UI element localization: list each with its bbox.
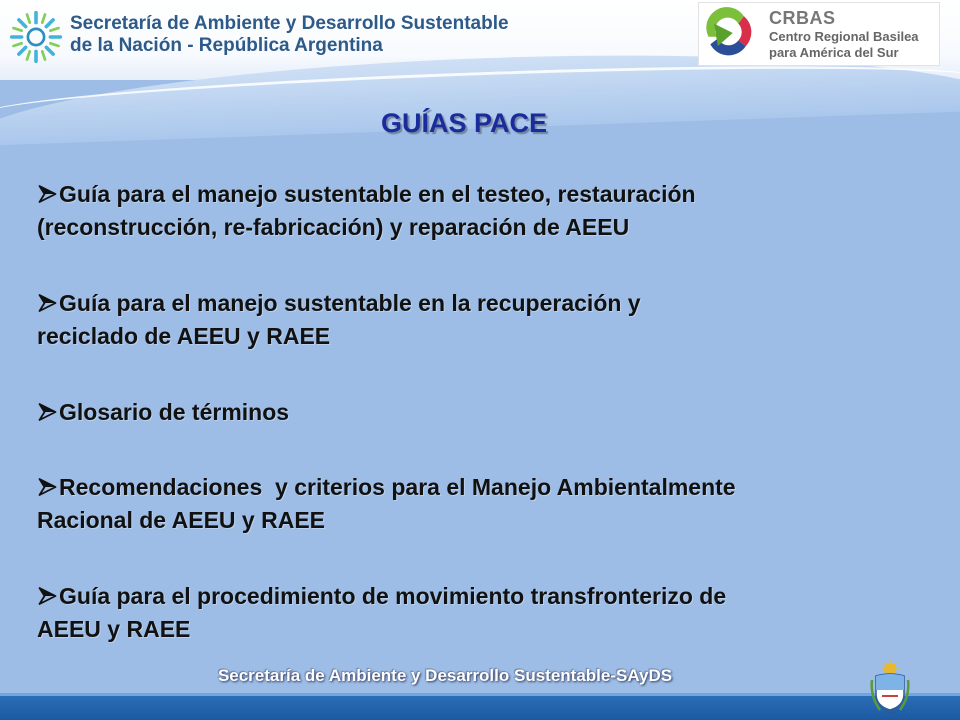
footer-text: Secretaría de Ambiente y Desarrollo Sustentable-SAyDS [217,666,673,685]
crbas-logo [698,2,940,66]
guides-list [37,178,927,689]
list-item-line2: (reconstrucción, re-fabricación) y reparación de AEEU [37,214,630,240]
org-title-line1: Secretaría de Ambiente y Desarrollo Sustentable [70,13,509,34]
arrow-bullet-icon [37,184,58,204]
list-item-line2: AEEU y RAEE [37,616,191,642]
crbas-subtitle-line1: Centro Regional Basilea [769,29,919,44]
crbas-name: CRBAS [769,8,836,28]
list-item [37,471,927,537]
crbas-logo-icon [701,5,757,61]
org-title [70,13,509,57]
crbas-subtitle-line2: para América del Sur [769,45,899,60]
list-item-line1: Glosario de términos [59,399,290,425]
org-title-line2: de la Nación - República Argentina [70,35,383,56]
page-title: GUÍAS PACE [380,108,548,138]
list-item-line2: reciclado de AEEU y RAEE [37,323,331,349]
list-item-line1: Recomendaciones y criterios para el Manejo Ambientalmente [59,474,736,500]
arrow-bullet-icon [37,293,58,313]
footer-bar [0,693,960,720]
list-item [37,287,927,353]
list-item-line1: Guía para el manejo sustentable en el testeo, restauración [59,181,696,207]
list-item-line2: Racional de AEEU y RAEE [37,507,326,533]
list-item-line1: Guía para el manejo sustentable en la recuperación y [59,290,641,316]
arrow-bullet-icon [37,477,58,497]
sun-logo-icon [9,10,63,64]
list-item [37,580,927,646]
list-item-line1: Guía para el procedimiento de movimiento transfronterizo de [59,583,727,609]
coat-of-arms-icon [870,660,910,716]
list-item [37,396,927,429]
arrow-bullet-icon [37,586,58,606]
list-item [37,178,927,244]
crbas-subtitle [769,29,937,61]
arrow-bullet-icon [37,402,58,422]
